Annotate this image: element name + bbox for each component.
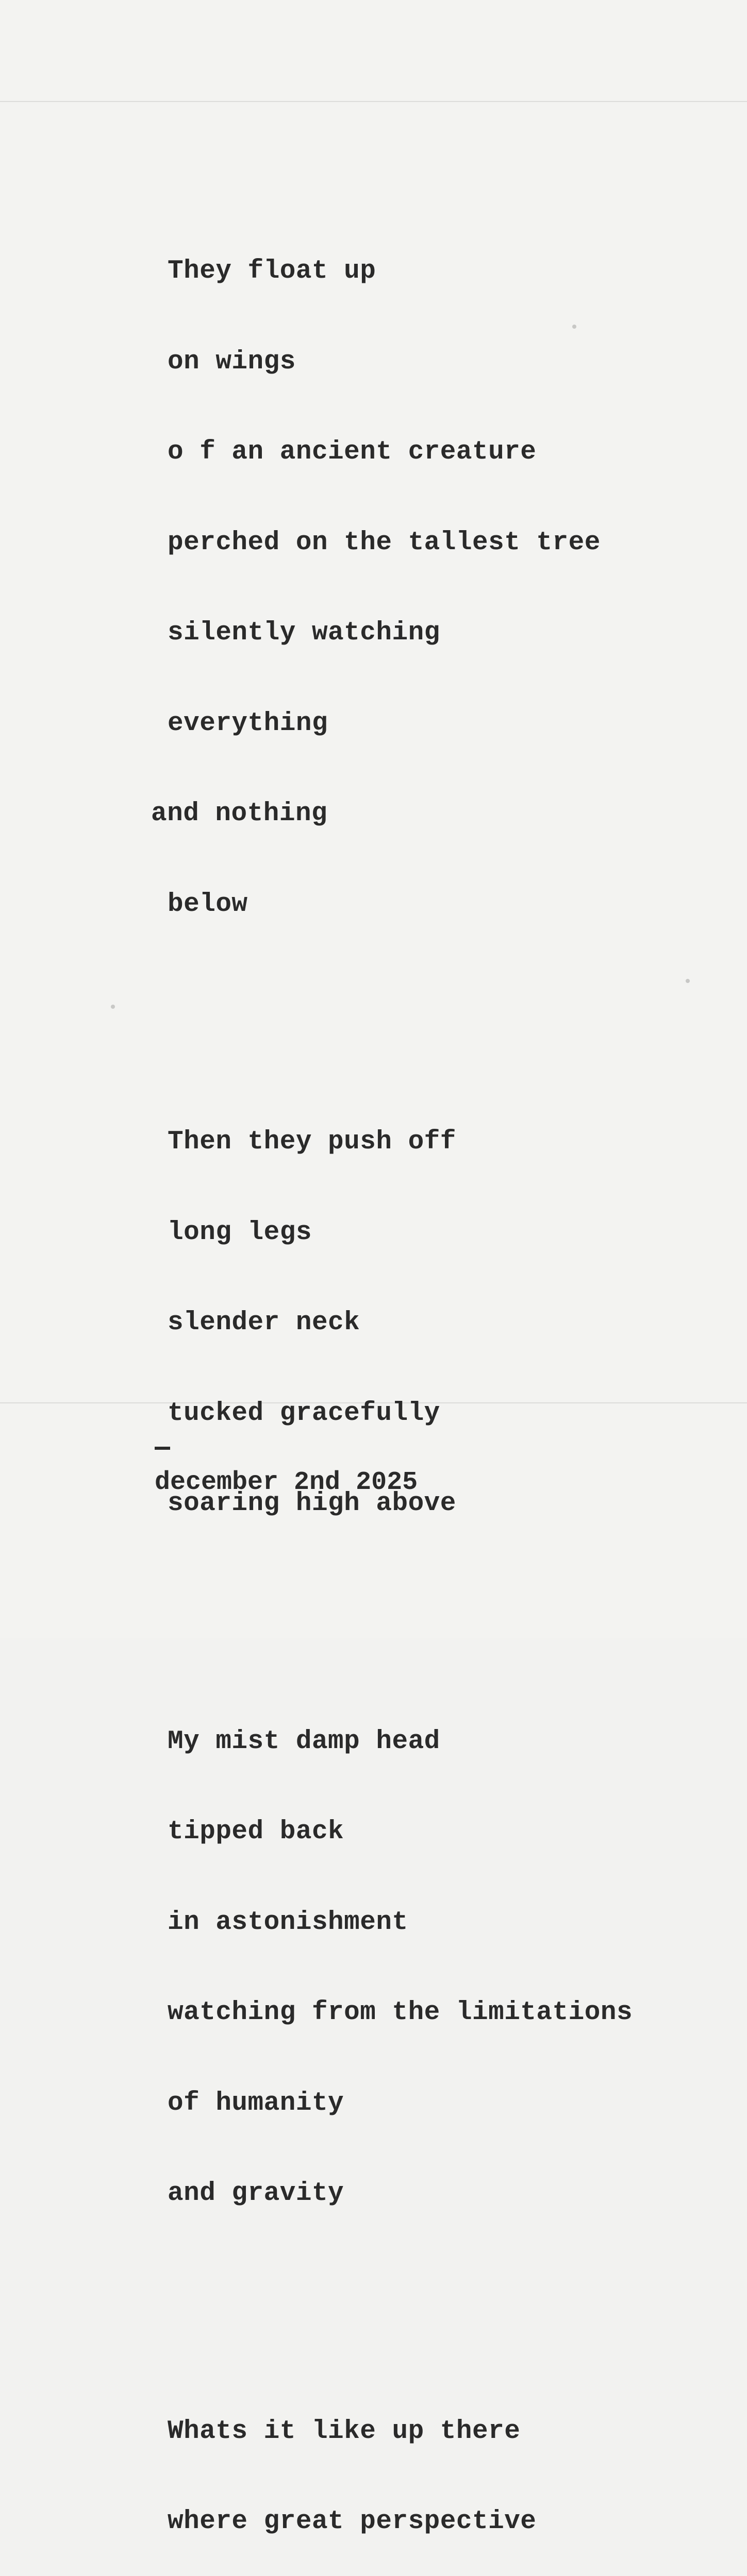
poem-line: where great perspective <box>168 2507 633 2537</box>
poem-line: My mist damp head <box>168 1727 633 1757</box>
poem-line: tucked gracefully <box>168 1399 633 1429</box>
stanza-2 <box>168 1067 633 1580</box>
top-fold-line <box>0 101 747 102</box>
stanza-3 <box>168 1667 633 2269</box>
stanza-4 <box>168 2357 633 2576</box>
poem-line: slender neck <box>168 1308 633 1338</box>
poem-line: watching from the limitations <box>168 1998 633 2028</box>
poem-line: They float up <box>168 257 633 287</box>
stanza-1 <box>168 196 633 980</box>
poem-line: soaring high above <box>168 1489 633 1519</box>
poem-body <box>168 136 633 2576</box>
poem-line: of humanity <box>168 2089 633 2119</box>
paper-speck <box>111 1005 115 1009</box>
poem-line: o f an ancient creature <box>168 437 633 468</box>
poem-line: everything <box>168 709 633 739</box>
paper-speck <box>686 979 690 983</box>
paper-speck <box>572 325 576 329</box>
poem-line: Whats it like up there <box>168 2417 633 2447</box>
poem-line: silently watching <box>168 618 633 649</box>
poem-line: on wings <box>168 347 633 378</box>
poem-line: perched on the tallest tree <box>168 528 633 558</box>
poem-line: below <box>168 890 633 920</box>
signature-dash <box>155 1447 170 1450</box>
poem-date: december 2nd 2025 <box>155 1467 418 1498</box>
poem-line: and gravity <box>168 2179 633 2209</box>
poem-line: tipped back <box>168 1817 633 1848</box>
poem-line: Then they push off <box>168 1127 633 1158</box>
poem-line: and nothing <box>151 799 633 829</box>
poem-line: in astonishment <box>168 1908 633 1938</box>
poem-line: long legs <box>168 1218 633 1248</box>
